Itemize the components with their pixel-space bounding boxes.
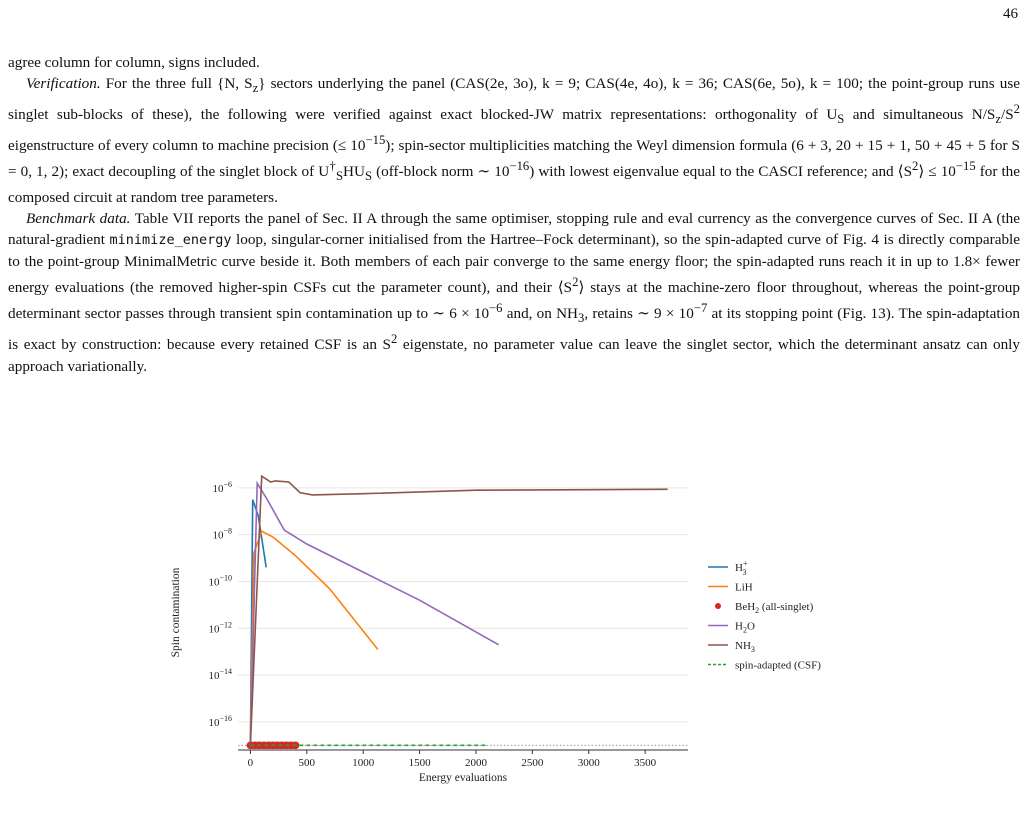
y-tick-label <box>208 573 232 588</box>
series-line <box>250 531 377 745</box>
x-tick-label: 3500 <box>634 757 657 769</box>
text-run: S <box>837 112 845 127</box>
text-run: Table VII reports the panel of Sec. II A through the same optimiser, stopping rule and eval currency as the convergence curves of Sec. II A (the natural-gradient <box>8 210 1020 249</box>
text-run: −16 <box>509 159 530 174</box>
paragraph <box>8 73 1020 208</box>
text-run: −15 <box>365 133 386 148</box>
legend-label-part: NH <box>735 640 751 652</box>
spin-contamination-chart <box>160 455 880 795</box>
body-text <box>8 52 1020 377</box>
text-run: z <box>252 81 259 96</box>
text-run: loop, singular-corner initialised from the Hartree–Fock determinant), so the spin-adapted curve of Fig. 4 is directly comparable to the point-group MinimalMetric curve beside it. Both members of each pair converge to the same energy floor; the spin-adapted runs reach it in up to 1.8× fewer energy evaluations (the removed higher-spin CSFs cut the parameter count), and their ⟨S <box>8 231 1020 297</box>
y-tick-exponent: −10 <box>219 573 232 583</box>
text-run: 2 <box>1013 102 1020 117</box>
legend-label <box>735 601 814 615</box>
legend-label-part: O <box>746 620 755 633</box>
legend-label <box>735 582 753 594</box>
y-tick-label <box>208 620 232 635</box>
text-run: eigenstructure of every column to machine precision (≤ 10 <box>8 137 366 155</box>
y-tick-label <box>212 527 232 542</box>
legend-label-part: H <box>735 562 743 574</box>
text-run: z <box>995 112 1001 127</box>
legend-label-part: 2 <box>755 606 760 615</box>
y-tick-exponent: −6 <box>223 479 232 489</box>
paragraph <box>8 52 1020 73</box>
text-run: ⟩ ≤ 10 <box>918 163 956 181</box>
text-run: 3 <box>578 311 585 326</box>
text-run: /S <box>1001 106 1014 124</box>
text-run: ⟩ stays at the machine-zero floor throughout, whereas the point-group determinant sector passes through transient spin contamination up to ∼ 6 × 10 <box>8 279 1020 323</box>
legend-label <box>735 621 755 635</box>
text-run: −15 <box>955 159 976 174</box>
text-run: and simultaneous N/S <box>844 106 996 124</box>
legend-label <box>735 640 755 654</box>
y-tick-exponent: −12 <box>219 620 232 630</box>
y-tick-base: 10 <box>212 529 224 542</box>
page-number: 46 <box>1003 6 1018 22</box>
y-tick-base: 10 <box>208 670 220 683</box>
legend-label <box>735 559 748 577</box>
text-run: S <box>336 169 344 184</box>
text-run: agree column for column, signs included. <box>8 54 260 71</box>
text-run: S <box>364 169 373 184</box>
text-run: and, on NH <box>502 305 579 323</box>
series-line <box>250 483 498 745</box>
legend-label-part: BeH <box>735 601 756 613</box>
legend-label-part: 3 <box>750 645 755 654</box>
legend-label-part: 3 <box>742 568 747 577</box>
legend-label-part: H <box>735 620 743 633</box>
paragraph <box>8 208 1020 376</box>
y-tick-exponent: −8 <box>223 526 232 536</box>
y-tick-label <box>212 480 232 495</box>
y-tick-label <box>208 667 232 682</box>
text-run: ) with lowest eigenvalue equal to the CASCI reference; and ⟨S <box>529 163 913 181</box>
x-tick-label: 500 <box>298 757 316 769</box>
x-tick-label: 3000 <box>577 757 600 769</box>
y-tick-base: 10 <box>208 623 220 636</box>
text-run: ); spin-sector multiplicities matching the Weyl dimension formula (6 + 3, 20 + 15 + 1, 50 + 45 + 5 for S = 0, 1, 2); exact decoupling of the singlet block of U <box>8 137 1020 181</box>
x-tick-label: 1000 <box>352 757 375 769</box>
text-run: −7 <box>693 301 708 316</box>
y-tick-exponent: −16 <box>219 713 232 723</box>
paragraph-run-head: Benchmark data. <box>26 210 131 228</box>
legend-label <box>735 660 821 672</box>
text-run: For the three full {N, S <box>100 75 253 92</box>
text-run: † <box>329 159 336 174</box>
text-run: 2 <box>572 275 579 290</box>
text-run: (off-block norm ∼ 10 <box>372 163 510 181</box>
text-run: at its stopping point (Fig. 13). The spin-adaptation is exact by construction: because every retained CSF is an S <box>8 305 1021 354</box>
y-axis-label: Spin contamination <box>170 567 182 658</box>
text-run: 2 <box>390 332 398 347</box>
text-run: −6 <box>489 301 503 316</box>
paragraph-run-head: Verification. <box>26 75 101 92</box>
x-axis-label: Energy evaluations <box>418 772 508 784</box>
legend-label-part: (all-singlet) <box>759 601 814 613</box>
series-line <box>250 476 667 745</box>
figure <box>160 455 880 795</box>
legend-label-part: + <box>742 559 748 568</box>
y-tick-base: 10 <box>208 576 220 589</box>
y-tick-base: 10 <box>208 716 220 729</box>
x-tick-label: 2500 <box>521 757 544 769</box>
y-tick-base: 10 <box>212 482 224 495</box>
legend-label-part: LiH <box>735 581 753 594</box>
text-run: } sectors underlying the panel (CAS(2e, 3o), k = 9; CAS(4e, 4o), k = 36; CAS(6e, 5o), k = 100; the point-group runs use singlet sub-blocks of these), the following were verified against exact blocked-JW matrix representations: orthogonality of U <box>8 75 1020 124</box>
code-token: minimize_energy <box>109 232 232 249</box>
x-tick-label: 1500 <box>408 757 431 769</box>
legend-label-part: spin-adapted (CSF) <box>735 659 821 672</box>
y-tick-exponent: −14 <box>219 667 232 677</box>
text-run: , retains ∼ 9 × 10 <box>584 305 694 323</box>
x-tick-label: 0 <box>247 757 254 769</box>
legend-marker <box>715 603 721 609</box>
text-run: eigenstate, no parameter value can leave the singlet sector, which the determinant ansatz can only approach variationally. <box>8 336 1020 375</box>
x-tick-label: 2000 <box>464 757 487 769</box>
text-run: HU <box>343 163 365 181</box>
legend-label-part: 2 <box>742 625 747 635</box>
text-run: for the composed circuit at random tree parameters. <box>8 163 1021 207</box>
y-tick-label <box>208 714 232 729</box>
text-run: 2 <box>912 159 919 174</box>
